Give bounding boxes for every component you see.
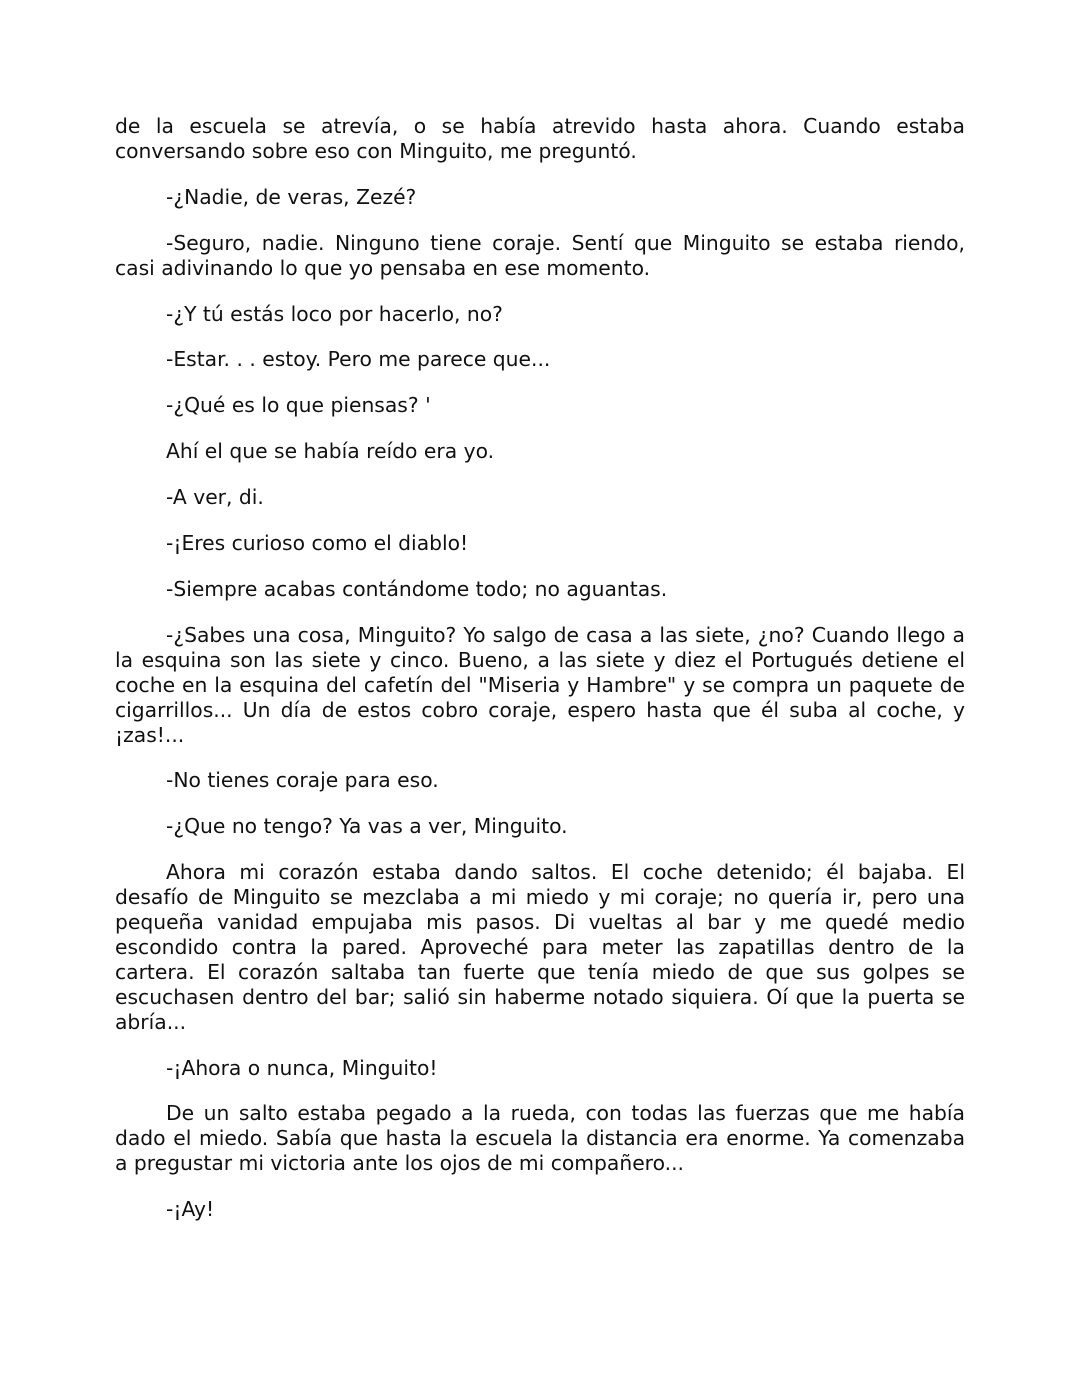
dialogue-line: -Estar. . . estoy. Pero me parece que... <box>166 347 551 372</box>
dialogue-line: -A ver, di. <box>166 485 264 510</box>
paragraph-continuation: de la escuela se atrevía, o se había atrevido hasta ahora. Cuando estaba conversando sobre eso con Minguito, me preguntó. <box>115 114 965 163</box>
dialogue-line: -¿Que no tengo? Ya vas a ver, Minguito. <box>166 814 568 839</box>
dialogue-line: -Seguro, nadie. Ninguno tiene coraje. Sentí que Minguito se estaba riendo, casi adivinando lo que yo pensaba en ese momento. <box>115 230 965 280</box>
dialogue-line: -¡Ay! <box>166 1197 215 1222</box>
narrative-paragraph: Ahora mi corazón estaba dando saltos. El coche detenido; él bajaba. El desafío de Minguito se mezclaba a mi miedo y mi coraje; no quería ir, pero una pequeña vanidad empujaba mis pasos. Di vueltas al bar y me quedé medio escondido contra la pared. Aproveché para meter las zapatillas dentro de la cartera. El corazón saltaba tan fuerte que tenía miedo de que sus golpes se escuchasen dentro del bar; salió sin haberme notado siquiera. Oí que la puerta se abría... <box>115 860 965 1034</box>
dialogue-line: -¡Ahora o nunca, Minguito! <box>166 1055 438 1080</box>
dialogue-line: -¿Y tú estás loco por hacerlo, no? <box>166 301 503 326</box>
dialogue-line: -¿Nadie, de veras, Zezé? <box>166 184 417 209</box>
dialogue-line: -Siempre acabas contándome todo; no aguantas. <box>166 576 668 601</box>
narrative-paragraph: De un salto estaba pegado a la rueda, con todas las fuerzas que me había dado el miedo. Sabía que hasta la escuela la distancia era enorme. Ya comenzaba a pregustar mi victoria ante los ojos de mi compañero... <box>115 1101 965 1176</box>
narrative-paragraph: Ahí el que se había reído era yo. <box>166 439 495 464</box>
document-page <box>115 114 965 1243</box>
dialogue-line: -¿Sabes una cosa, Minguito? Yo salgo de casa a las siete, ¿no? Cuando llego a la esquina son las siete y cinco. Bueno, a las siete y diez el Portugués detiene el coche en la esquina del cafetín del "Miseria y Hambre" y se compra un paquete de cigarrillos... Un día de estos cobro coraje, espero hasta que él suba al coche, y ¡zas!... <box>115 622 965 747</box>
dialogue-line: -No tienes coraje para eso. <box>166 768 439 793</box>
dialogue-line: -¿Qué es lo que piensas? ' <box>166 393 431 418</box>
dialogue-line: -¡Eres curioso como el diablo! <box>166 531 469 556</box>
